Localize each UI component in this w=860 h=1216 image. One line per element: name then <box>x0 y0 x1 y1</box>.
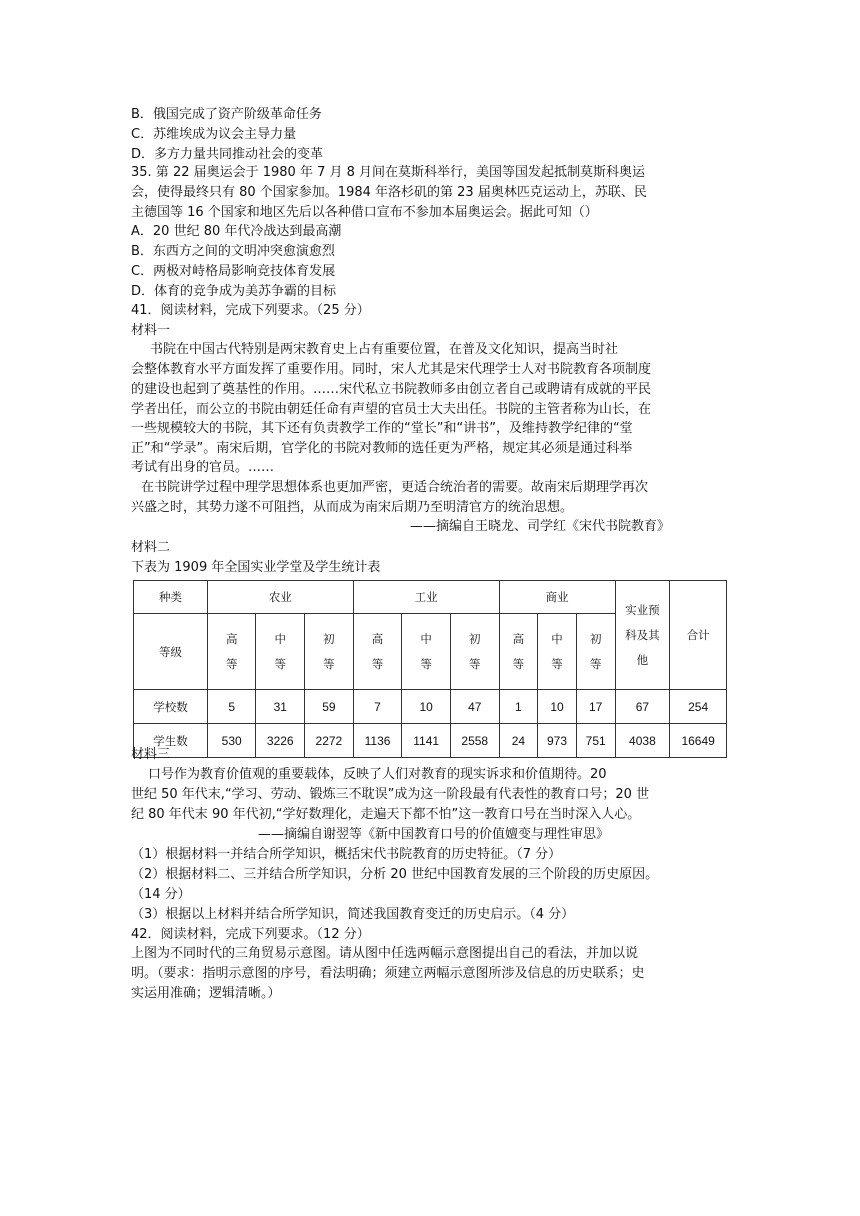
table-cell: 2272 <box>305 724 354 758</box>
material3-title: 材料三 <box>131 747 171 762</box>
table-cell: 1 <box>499 690 538 724</box>
table-cell: 973 <box>538 724 577 758</box>
table-cell: 31 <box>256 690 305 724</box>
material1-para: 考试有出身的官员。…… <box>131 460 275 475</box>
level-high: 高等 <box>225 631 238 671</box>
table-cell: 5 <box>207 690 256 724</box>
option-c-q35: C．两极对峙格局影响竞技体育发展 <box>131 264 336 279</box>
level-high: 高等 <box>512 631 525 671</box>
option-d-q35: D．体育的竞争成为美苏争霸的目标 <box>131 284 337 299</box>
question-41-part2: （2）根据材料二、三并结合所学知识，分析 20 世纪中国教育发展的三个阶段的历史原因。 <box>131 867 659 882</box>
question-41-heading: 41．阅读材料，完成下列要求。（25 分） <box>131 303 370 318</box>
material3-para: 口号作为教育价值观的重要载体，反映了人们对教育的现实诉求和价值期待。20 <box>148 767 607 782</box>
option-d-q34: D．多方力量共同推动社会的变革 <box>131 147 324 162</box>
level-mid: 中等 <box>420 631 432 671</box>
table-row <box>134 690 727 724</box>
header-level: 等级 <box>134 614 208 690</box>
material1-para: 会整体教育水平方面发挥了重要作用。同时，宋人尤其是宋代理学士人对书院教育各项制度 <box>131 362 652 377</box>
option-c-q34: C．苏维埃成为议会主导力量 <box>131 127 297 142</box>
level-mid: 中等 <box>274 631 287 671</box>
table-header-row <box>134 581 727 614</box>
table-cell: 4038 <box>615 724 670 758</box>
table-cell: 2558 <box>450 724 499 758</box>
table-cell: 17 <box>576 690 615 724</box>
table-cell: 530 <box>207 724 256 758</box>
material3-source: ——摘编自谢翌等《新中国教育口号的价值嬗变与理性审思》 <box>258 827 610 842</box>
table-cell: 24 <box>499 724 538 758</box>
table-cell: 10 <box>402 690 451 724</box>
material1-source: ——摘编自王晓龙、司学红《宋代书院教育》 <box>410 519 671 534</box>
question-35-line1: 35. 第 22 届奥运会于 1980 年 7 月 8 月间在莫斯科举行，美国等国发起抵制莫斯科奥运 <box>131 165 646 180</box>
material1-para: 在书院讲学过程中理学思想体系也更加严密，更适合统治者的需要。故南宋后期理学再次 <box>141 480 649 495</box>
material3-para: 世纪 50 年代末,“学习、劳动、锻炼三不耽误”成为这一阶段最有代表性的教育口号；20 世 <box>131 787 650 802</box>
level-high: 高等 <box>371 631 384 671</box>
header-total: 合计 <box>670 581 727 690</box>
table-cell: 1141 <box>402 724 451 758</box>
question-41-part1: （1）根据材料一并结合所学知识，概括宋代书院教育的历史特征。（7 分） <box>131 847 562 862</box>
question-42-text: 实运用准确；逻辑清晰。） <box>131 986 281 1001</box>
material1-para: 的建设也起到了奠基性的作用。……宋代私立书院教师多由创立者自己或聘请有成就的平民 <box>131 382 652 397</box>
material1-para: 学者出任，而公立的书院由朝廷任命有声望的官员士大夫出任。书院的主管者称为山长，在 <box>131 402 652 417</box>
table-cell: 16649 <box>670 724 727 758</box>
question-41-part3: （3）根据以上材料并结合所学知识，简述我国教育变迁的历史启示。（4 分） <box>131 907 575 922</box>
level-mid: 中等 <box>551 631 563 671</box>
header-kind: 种类 <box>134 581 208 614</box>
header-commerce: 商业 <box>499 581 615 614</box>
row-label: 学校数 <box>134 690 208 724</box>
material1-para: 书院在中国古代特别是两宋教育史上占有重要位置，在普及文化知识，提高当时社 <box>150 342 619 357</box>
option-b-q35: B．东西方之间的文明冲突愈演愈烈 <box>131 244 335 259</box>
header-extra-text: 实业预科及其他 <box>625 602 660 667</box>
table-cell: 751 <box>576 724 615 758</box>
header-agriculture: 农业 <box>207 581 353 614</box>
question-35-line2: 会，使得最终只有 80 个国家参加。1984 年洛杉矶的第 23 届奥林匹克运动上，苏联、民 <box>131 185 647 200</box>
level-low: 初等 <box>323 631 335 671</box>
table-cell: 7 <box>353 690 402 724</box>
table-cell: 3226 <box>256 724 305 758</box>
table-cell: 59 <box>305 690 354 724</box>
option-a-q35: A．20 世纪 80 年代冷战达到最高潮 <box>131 224 342 239</box>
question-41-part2-score: （14 分） <box>131 887 191 902</box>
header-industry: 工业 <box>353 581 499 614</box>
table-cell: 67 <box>615 690 670 724</box>
material2-title: 材料二 <box>131 540 171 555</box>
material3-para: 纪 80 年代末 90 年代初,“学好数理化，走遍天下都不怕”这一教育口号在当时深入人心。 <box>131 807 641 822</box>
question-42-heading: 42．阅读材料，完成下列要求。（12 分） <box>131 927 370 942</box>
question-35-line3: 主德国等 16 个国家和地区先后以各种借口宣布不参加本届奥运会。据此可知（） <box>131 205 598 220</box>
row-label: 学生数 <box>134 724 208 758</box>
table-cell: 254 <box>670 690 727 724</box>
question-42-text: 明。（要求：指明示意图的序号，看法明确；须建立两幅示意图所涉及信息的历史联系；史 <box>131 966 645 981</box>
level-low: 初等 <box>469 631 481 671</box>
material1-para: 兴盛之时，其势力遂不可阻挡，从而成为南宋后期乃至明清官方的统治思想。 <box>131 500 574 515</box>
material1-title: 材料一 <box>131 323 171 338</box>
level-low: 初等 <box>589 631 602 671</box>
table-cell: 1136 <box>353 724 402 758</box>
header-extra <box>615 581 670 690</box>
table-cell: 10 <box>538 690 577 724</box>
material1-para: 一些规模较大的书院，其下还有负责教学工作的“堂长”和“讲书”，及维持教学纪律的“堂 <box>131 421 633 436</box>
material1-para: 正”和“学录”。南宋后期，官学化的书院对教师的选任更为严格，规定其必须是通过科举 <box>131 441 633 456</box>
option-b-q34: B．俄国完成了资产阶级革命任务 <box>131 107 322 122</box>
table-cell: 47 <box>450 690 499 724</box>
stats-table <box>133 580 727 758</box>
question-42-text: 上图为不同时代的三角贸易示意图。请从图中任选两幅示意图提出自己的看法，并加以说 <box>131 946 639 961</box>
material2-intro: 下表为 1909 年全国实业学堂及学生统计表 <box>131 560 381 575</box>
